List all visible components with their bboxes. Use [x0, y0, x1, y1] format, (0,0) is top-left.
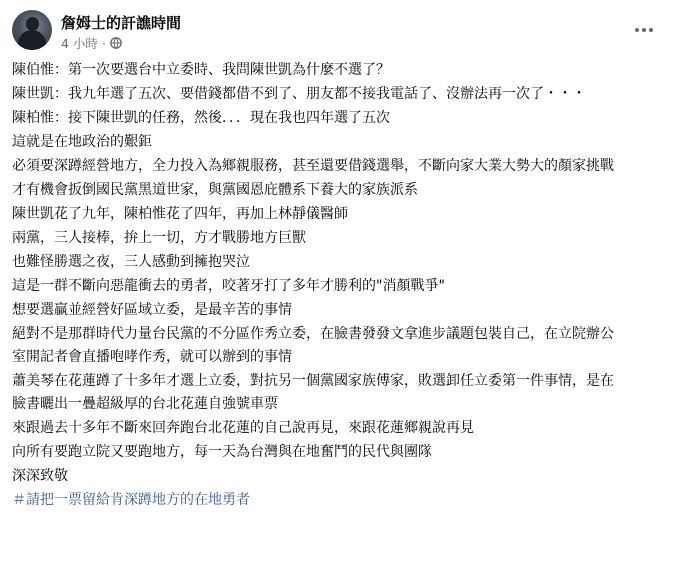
post-line: 絕對不是那群時代力量台民黨的不分區作秀立委，在臉書發發文拿進步議題包裝自己，在立院辦公: [12, 326, 614, 342]
hashtag-link[interactable]: ＃請把一票留給肯深蹲地方的在地勇者: [12, 492, 250, 508]
avatar-shoulders: [18, 30, 46, 50]
post-line: 這是一群不斷向惡龍衝去的勇者，咬著牙打了多年才勝利的"消顏戰爭": [12, 278, 445, 294]
post-line: 兩黨，三人接棒，拚上一切，方才戰勝地方巨獸: [12, 230, 306, 246]
avatar[interactable]: [12, 10, 52, 50]
post-meta: [61, 34, 122, 52]
globe-icon[interactable]: [110, 37, 122, 49]
post-timestamp[interactable]: 4 小時: [61, 36, 98, 51]
avatar-head: [26, 17, 39, 31]
more-options-button[interactable]: [626, 12, 662, 48]
post-line: 這就是在地政治的艱鉅: [12, 134, 152, 150]
post-line: 深深致敬: [12, 468, 68, 484]
post-line: 陳柏惟：接下陳世凱的任務，然後．．．現在我也四年選了五次: [12, 110, 390, 126]
post-line: 想要選贏並經營好區域立委，是最辛苦的事情: [12, 302, 292, 318]
post-line: 陳伯惟：第一次要選台中立委時、我問陳世凱為什麼不選了？: [12, 62, 390, 78]
post-line: 蕭美琴在花蓮蹲了十多年才選上立委，對抗另一個黨國家族傅家，敗選卸任立委第一件事情，是在: [12, 373, 614, 389]
post-line: 向所有要跑立院又要跑地方，每一天為台灣與在地奮鬥的民代與團隊: [12, 444, 432, 460]
post-line: 才有機會扳倒國民黨黑道世家，與黨國恩庇體系下養大的家族派系: [12, 182, 418, 198]
post-line: 室開記者會直播咆哮作秀，就可以辦到的事情: [12, 349, 292, 365]
post-header: [12, 10, 662, 54]
post-line: 來跟過去十多年不斷來回奔跑台北花蓮的自己說再見，來跟花蓮鄉親說再見: [12, 420, 474, 436]
post-body: [12, 59, 662, 512]
post-line: 陳世凱：我九年選了五次、要借錢都借不到了、朋友都不接我電話了、沒辦法再一次了・・・: [12, 86, 586, 102]
post-line: 陳世凱花了九年，陳柏惟花了四年，再加上林靜儀醫師: [12, 206, 348, 222]
post-line: 臉書曬出一疊超級厚的台北花蓮自強號車票: [12, 396, 278, 412]
post-line: 也難怪勝選之夜，三人感動到擁抱哭泣: [12, 254, 250, 270]
more-options-icon: [635, 28, 639, 32]
author-name[interactable]: 詹姆士的訐譙時間: [61, 14, 182, 32]
post-line: 必須要深蹲經營地方，全力投入為鄉親服務，甚至還要借錢選舉，不斷向家大業大勢大的顏家挑戰: [12, 158, 614, 174]
meta-separator: ·: [101, 35, 106, 51]
